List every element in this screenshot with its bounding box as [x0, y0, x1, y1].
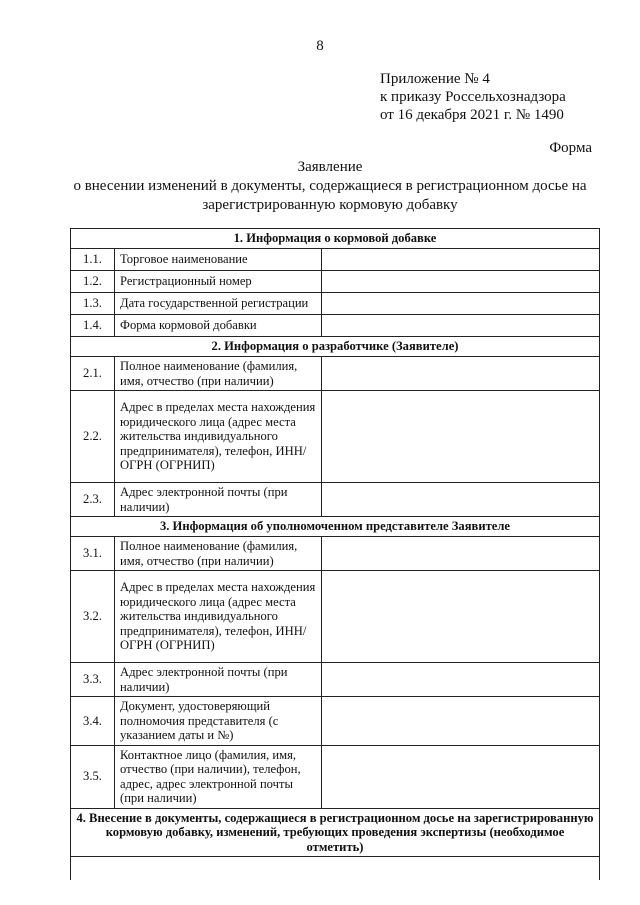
row-label: Торговое наименование	[115, 249, 322, 271]
title-heading: Заявление	[297, 159, 363, 175]
table-row	[71, 249, 600, 271]
appendix-reference	[380, 70, 566, 124]
row-number: 3.3.	[71, 663, 115, 697]
table-row	[71, 357, 600, 391]
row-value-field[interactable]	[322, 315, 600, 337]
row-number: 1.1.	[71, 249, 115, 271]
title-line: зарегистрированную кормовую добавку	[202, 197, 458, 213]
row-label: Адрес электронной почты (при наличии)	[115, 663, 322, 697]
table-row	[71, 697, 600, 746]
row-value-field[interactable]	[322, 357, 600, 391]
table-row	[71, 663, 600, 697]
table-row	[71, 483, 600, 517]
section-header-row	[71, 808, 600, 857]
section-header-row	[71, 337, 600, 357]
row-label: Регистрационный номер	[115, 271, 322, 293]
section-header-row	[71, 517, 600, 537]
section-2-title: 2. Информация о разработчике (Заявителе)	[71, 337, 600, 357]
section-1-title: 1. Информация о кормовой добавке	[71, 229, 600, 249]
row-number: 3.5.	[71, 745, 115, 808]
table-row	[71, 293, 600, 315]
form-label: Форма	[549, 140, 592, 156]
row-value-field[interactable]	[322, 249, 600, 271]
row-number: 3.4.	[71, 697, 115, 746]
table-row	[71, 315, 600, 337]
row-label: Контактное лицо (фамилия, имя, отчество (при наличии), телефон, адрес, адрес электронной почты (при наличии)	[115, 745, 322, 808]
section-header-row	[71, 229, 600, 249]
row-number: 1.4.	[71, 315, 115, 337]
row-label: Адрес в пределах места нахождения юридического лица (адрес места жительства индивидуального предпринимателя), телефон, ИНН/ОГРН (ОГРНИП)	[115, 391, 322, 483]
row-number: 2.2.	[71, 391, 115, 483]
page-bottom-margin	[0, 880, 640, 905]
table-row	[71, 571, 600, 663]
row-number: 1.2.	[71, 271, 115, 293]
row-label: Полное наименование (фамилия, имя, отчество (при наличии)	[115, 537, 322, 571]
row-number: 2.1.	[71, 357, 115, 391]
application-form-table	[70, 228, 600, 897]
appendix-line: от 16 декабря 2021 г. № 1490	[380, 107, 564, 123]
section-3-title: 3. Информация об уполномоченном представителе Заявителе	[71, 517, 600, 537]
row-label: Адрес в пределах места нахождения юридического лица (адрес места жительства индивидуального предпринимателя), телефон, ИНН/ОГРН (ОГРНИП)	[115, 571, 322, 663]
row-value-field[interactable]	[322, 271, 600, 293]
row-value-field[interactable]	[322, 745, 600, 808]
table-row	[71, 271, 600, 293]
row-number: 3.1.	[71, 537, 115, 571]
row-label: Адрес электронной почты (при наличии)	[115, 483, 322, 517]
row-label: Форма кормовой добавки	[115, 315, 322, 337]
table-row	[71, 537, 600, 571]
row-value-field[interactable]	[322, 571, 600, 663]
row-value-field[interactable]	[322, 537, 600, 571]
row-value-field[interactable]	[322, 391, 600, 483]
row-number: 2.3.	[71, 483, 115, 517]
row-value-field[interactable]	[322, 293, 600, 315]
row-number: 1.3.	[71, 293, 115, 315]
row-value-field[interactable]	[322, 483, 600, 517]
row-number: 3.2.	[71, 571, 115, 663]
page-number: 8	[316, 38, 324, 54]
table-row	[71, 745, 600, 808]
row-label: Документ, удостоверяющий полномочия представителя (с указанием даты и №)	[115, 697, 322, 746]
document-title	[60, 158, 600, 215]
row-label: Полное наименование (фамилия, имя, отчество (при наличии)	[115, 357, 322, 391]
row-value-field[interactable]	[322, 697, 600, 746]
row-label: Дата государственной регистрации	[115, 293, 322, 315]
title-line: о внесении изменений в документы, содержащиеся в регистрационном досье на	[73, 178, 587, 194]
table-row	[71, 391, 600, 483]
section-4-title: 4. Внесение в документы, содержащиеся в регистрационном досье на зарегистрированную кормовую добавку, изменений, требующих проведения экспертизы (необходимое отметить)	[71, 808, 600, 857]
appendix-line: к приказу Россельхознадзора	[380, 89, 566, 105]
row-value-field[interactable]	[322, 663, 600, 697]
appendix-line: Приложение № 4	[380, 71, 490, 87]
